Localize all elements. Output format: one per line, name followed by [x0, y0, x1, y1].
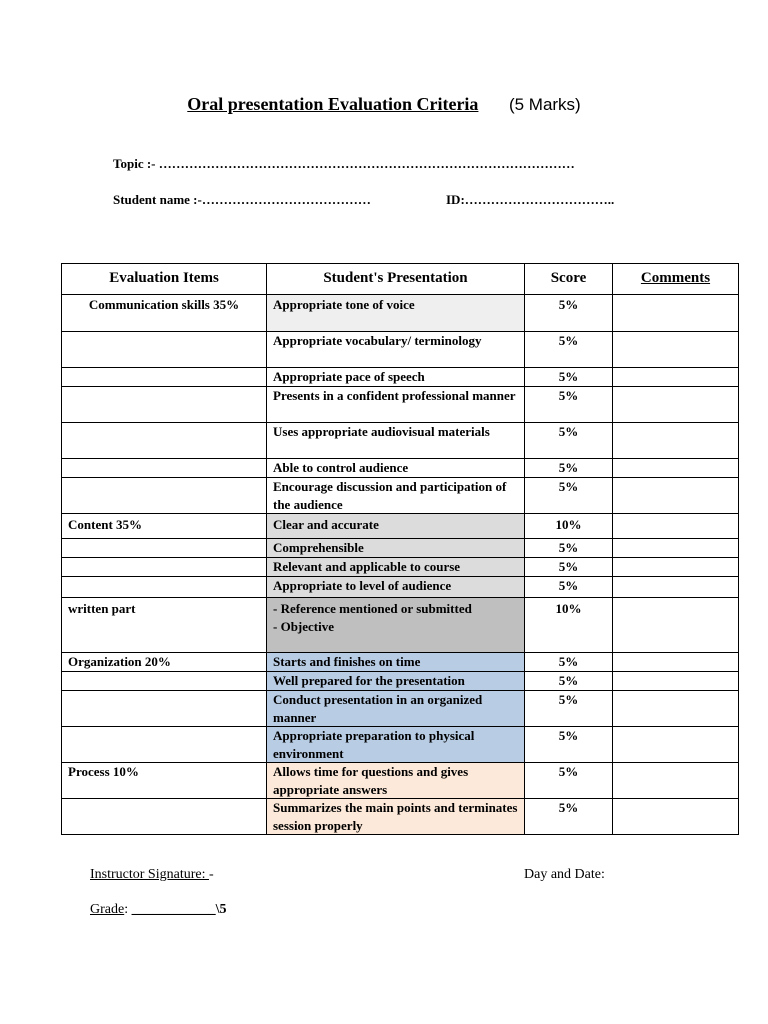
grade-label: Grade — [90, 902, 125, 917]
presentation-criterion: Appropriate to level of audience — [267, 577, 525, 598]
score-cell: 5% — [525, 763, 613, 799]
table-row — [62, 539, 739, 558]
evaluation-item — [62, 691, 267, 727]
grade-colon: : — [124, 902, 132, 917]
score-cell: 5% — [525, 653, 613, 672]
table-row — [62, 478, 739, 514]
comments-cell[interactable] — [613, 727, 739, 763]
comments-cell[interactable] — [613, 577, 739, 598]
evaluation-item — [62, 558, 267, 577]
score-cell: 5% — [525, 459, 613, 478]
comments-cell[interactable] — [613, 691, 739, 727]
topic-field[interactable]: …………………………………………………………………………………… — [158, 156, 575, 171]
column-header-score: Score — [525, 264, 613, 295]
criterion-line: - Reference mentioned or submitted — [273, 601, 472, 616]
student-id-line — [446, 192, 614, 208]
presentation-criterion: Able to control audience — [267, 459, 525, 478]
table-row — [62, 691, 739, 727]
presentation-criterion: Relevant and applicable to course — [267, 558, 525, 577]
table-header-row — [62, 264, 739, 295]
comments-cell[interactable] — [613, 672, 739, 691]
table-row — [62, 332, 739, 368]
evaluation-item — [62, 423, 267, 459]
table-row — [62, 368, 739, 387]
score-cell: 5% — [525, 691, 613, 727]
table-row — [62, 514, 739, 539]
comments-cell[interactable] — [613, 387, 739, 423]
table-row — [62, 387, 739, 423]
presentation-criterion: Appropriate preparation to physical environment — [267, 727, 525, 763]
score-cell: 5% — [525, 539, 613, 558]
evaluation-item: Communication skills 35% — [62, 295, 267, 332]
evaluation-item — [62, 577, 267, 598]
score-cell: 5% — [525, 478, 613, 514]
comments-cell[interactable] — [613, 478, 739, 514]
evaluation-item — [62, 478, 267, 514]
comments-cell[interactable] — [613, 368, 739, 387]
presentation-criterion: Appropriate tone of voice — [267, 295, 525, 332]
presentation-criterion — [267, 598, 525, 653]
presentation-criterion: Conduct presentation in an organized manner — [267, 691, 525, 727]
presentation-criterion: Appropriate vocabulary/ terminology — [267, 332, 525, 368]
day-and-date-label: Day and Date: — [524, 867, 605, 882]
score-cell: 5% — [525, 727, 613, 763]
comments-cell[interactable] — [613, 423, 739, 459]
table-row — [62, 577, 739, 598]
presentation-criterion: Well prepared for the presentation — [267, 672, 525, 691]
score-cell: 5% — [525, 423, 613, 459]
student-name-field[interactable]: ………………………………… — [201, 192, 371, 207]
comments-cell[interactable] — [613, 539, 739, 558]
presentation-criterion: Presents in a confident professional manner — [267, 387, 525, 423]
table-row — [62, 423, 739, 459]
evaluation-item — [62, 332, 267, 368]
comments-cell[interactable] — [613, 799, 739, 835]
evaluation-table — [61, 263, 739, 835]
comments-cell[interactable] — [613, 514, 739, 539]
table-row — [62, 653, 739, 672]
comments-cell[interactable] — [613, 763, 739, 799]
evaluation-item: written part — [62, 598, 267, 653]
column-header-evaluation-items: Evaluation Items — [62, 264, 267, 295]
instructor-signature-label: Instructor Signature: — [90, 867, 209, 882]
presentation-criterion: Summarizes the main points and terminates session properly — [267, 799, 525, 835]
table-row — [62, 295, 739, 332]
grade-line — [90, 902, 226, 918]
table-row — [62, 763, 739, 799]
grade-field[interactable]: ____________ — [131, 902, 216, 917]
student-id-label: ID: — [446, 192, 465, 207]
criterion-line: - Objective — [273, 618, 335, 634]
evaluation-item — [62, 672, 267, 691]
evaluation-item — [62, 459, 267, 478]
comments-cell[interactable] — [613, 459, 739, 478]
score-cell: 5% — [525, 368, 613, 387]
presentation-criterion: Comprehensible — [267, 539, 525, 558]
score-cell: 10% — [525, 514, 613, 539]
score-cell: 5% — [525, 577, 613, 598]
evaluation-item: Content 35% — [62, 514, 267, 539]
table-row — [62, 558, 739, 577]
table-row — [62, 672, 739, 691]
instructor-signature-field[interactable]: - — [208, 867, 214, 882]
evaluation-item — [62, 539, 267, 558]
presentation-criterion: Starts and finishes on time — [267, 653, 525, 672]
score-cell: 10% — [525, 598, 613, 653]
document-title-line — [0, 94, 768, 115]
instructor-signature-line — [90, 867, 214, 883]
evaluation-item: Process 10% — [62, 763, 267, 799]
presentation-criterion: Uses appropriate audiovisual materials — [267, 423, 525, 459]
comments-header-label: Comments — [640, 270, 711, 287]
evaluation-item — [62, 799, 267, 835]
presentation-criterion: Appropriate pace of speech — [267, 368, 525, 387]
table-row — [62, 459, 739, 478]
score-cell: 5% — [525, 295, 613, 332]
column-header-comments — [613, 264, 739, 295]
topic-label: Topic :- — [113, 156, 156, 171]
score-cell: 5% — [525, 332, 613, 368]
score-cell: 5% — [525, 672, 613, 691]
table-row — [62, 727, 739, 763]
presentation-criterion: Clear and accurate — [267, 514, 525, 539]
topic-line — [113, 156, 575, 172]
score-cell: 5% — [525, 387, 613, 423]
student-name-line — [113, 192, 371, 208]
column-header-students-presentation: Student's Presentation — [267, 264, 525, 295]
table-row — [62, 598, 739, 653]
evaluation-item — [62, 727, 267, 763]
comments-cell[interactable] — [613, 598, 739, 653]
presentation-criterion: Encourage discussion and participation of the audience — [267, 478, 525, 514]
score-cell: 5% — [525, 558, 613, 577]
comments-cell[interactable] — [613, 558, 739, 577]
student-name-label: Student name :- — [113, 192, 202, 207]
evaluation-item — [62, 368, 267, 387]
score-cell: 5% — [525, 799, 613, 835]
grade-out-of: \5 — [215, 902, 227, 917]
table-row — [62, 799, 739, 835]
document-title: Oral presentation Evaluation Criteria — [187, 94, 479, 114]
comments-cell[interactable] — [613, 295, 739, 332]
evaluation-item: Organization 20% — [62, 653, 267, 672]
presentation-criterion: Allows time for questions and gives appropriate answers — [267, 763, 525, 799]
comments-cell[interactable] — [613, 332, 739, 368]
student-id-field[interactable]: …………………………….. — [464, 192, 615, 207]
evaluation-item — [62, 387, 267, 423]
comments-cell[interactable] — [613, 653, 739, 672]
marks-label: (5 Marks) — [508, 95, 581, 114]
